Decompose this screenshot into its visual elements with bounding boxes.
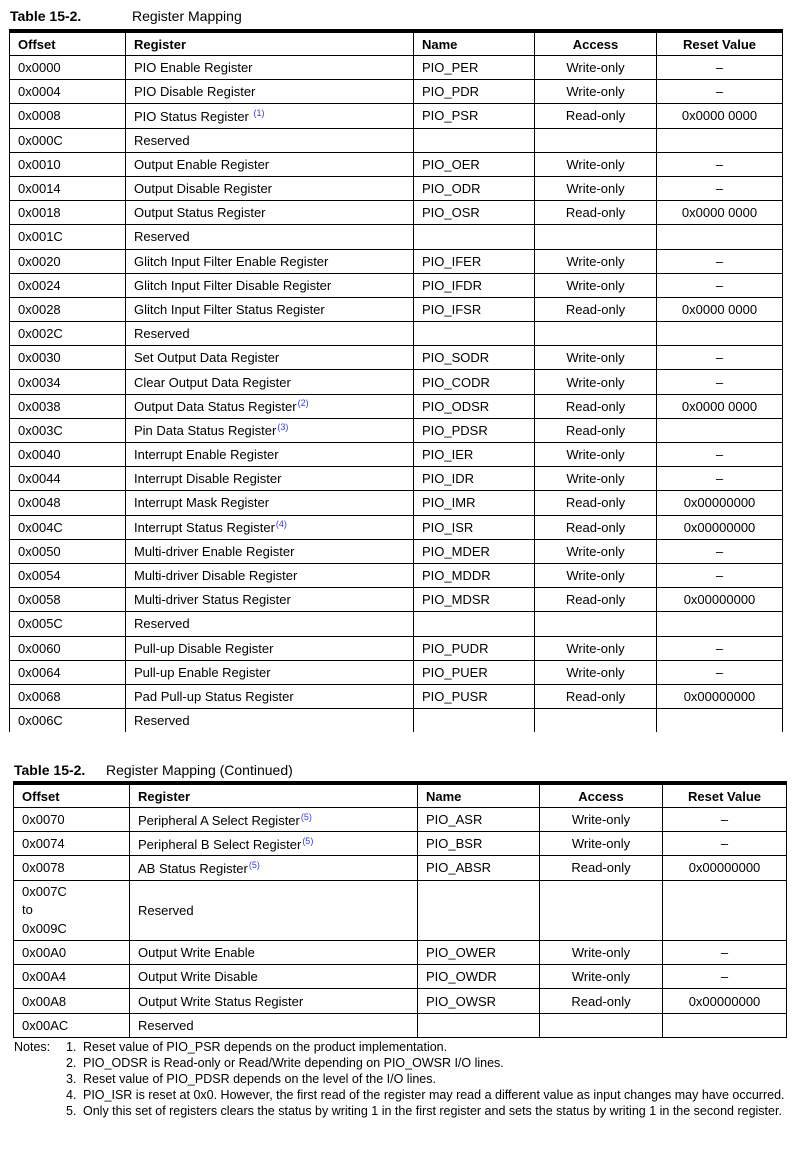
reset-value-cell: –: [657, 370, 783, 394]
reset-value-cell: 0x00000000: [657, 588, 783, 612]
access-cell: Write-only: [535, 56, 657, 80]
register-cell: [126, 128, 414, 152]
table1-caption-title: Register Mapping: [132, 8, 242, 24]
reset-value-cell: –: [657, 176, 783, 200]
register-label: Output Status Register: [134, 205, 266, 221]
table-row: [14, 832, 787, 856]
register-cell: [126, 249, 414, 273]
register-cell: [126, 370, 414, 394]
note-item: [55, 1071, 794, 1087]
note-text: PIO_ODSR is Read-only or Read/Write depending on PIO_OWSR I/O lines.: [83, 1056, 504, 1070]
register-label: Reserved: [134, 616, 190, 632]
reset-value-cell: [657, 709, 783, 733]
note-text: Only this set of registers clears the status by writing 1 in the first register and sets the status by writing 1 in the second register.: [83, 1104, 782, 1118]
access-cell: Read-only: [535, 491, 657, 515]
offset-cell: 0x005C: [10, 612, 126, 636]
register-cell: [126, 225, 414, 249]
access-cell: [540, 880, 663, 941]
header-offset: Offset: [10, 31, 126, 56]
name-cell: PIO_ODSR: [414, 394, 535, 418]
offset-cell: 0x000C: [10, 128, 126, 152]
register-label: Reserved: [134, 229, 190, 245]
offset-cell: 0x001C: [10, 225, 126, 249]
table1-caption-number: Table 15-2.: [10, 8, 82, 24]
table-row: [10, 128, 783, 152]
reset-value-cell: –: [657, 249, 783, 273]
register-label: Glitch Input Filter Status Register: [134, 301, 325, 317]
offset-cell: 0x0078: [14, 856, 130, 880]
table-row: [10, 201, 783, 225]
table-row: [10, 249, 783, 273]
footnote-reference[interactable]: (3): [277, 422, 289, 433]
table-header-row: [14, 783, 787, 808]
register-label: Output Enable Register: [134, 156, 270, 172]
name-cell: PIO_PSR: [414, 104, 535, 128]
name-cell: PIO_MDER: [414, 539, 535, 563]
register-cell: [130, 965, 418, 989]
table-row: [10, 612, 783, 636]
register-cell: [130, 808, 418, 832]
name-cell: PIO_OER: [414, 152, 535, 176]
name-cell: PIO_CODR: [414, 370, 535, 394]
access-cell: Read-only: [535, 104, 657, 128]
register-label: Reserved: [134, 132, 190, 148]
access-cell: Write-only: [540, 832, 663, 856]
register-label: Reserved: [138, 1017, 194, 1033]
register-cell: [130, 1013, 418, 1037]
name-cell: PIO_OSR: [414, 201, 535, 225]
register-label: Output Disable Register: [134, 181, 273, 197]
access-cell: Write-only: [535, 249, 657, 273]
register-cell: [126, 563, 414, 587]
register-cell: [126, 515, 414, 539]
table2-caption-number: Table 15-2.: [14, 762, 86, 778]
access-cell: Write-only: [535, 539, 657, 563]
access-cell: Write-only: [540, 965, 663, 989]
register-cell: [130, 856, 418, 880]
table-row: [10, 515, 783, 539]
register-label: Output Write Enable: [138, 945, 255, 961]
name-cell: [414, 225, 535, 249]
register-cell: [126, 539, 414, 563]
reset-value-cell: 0x00000000: [657, 515, 783, 539]
register-cell: [126, 394, 414, 418]
reset-value-cell: –: [663, 832, 787, 856]
footnote-reference[interactable]: (4): [275, 519, 287, 530]
reset-value-cell: [657, 418, 783, 442]
name-cell: PIO_PUDR: [414, 636, 535, 660]
table-row: [14, 1013, 787, 1037]
register-label: Output Data Status Register: [134, 399, 297, 415]
table-row: [14, 856, 787, 880]
reset-value-cell: –: [663, 941, 787, 965]
table-row: [10, 443, 783, 467]
register-label: Pin Data Status Register: [134, 423, 277, 439]
reset-value-cell: [657, 322, 783, 346]
register-cell: [126, 297, 414, 321]
table-row: [10, 152, 783, 176]
reset-value-cell: [657, 225, 783, 249]
offset-cell: 0x0018: [10, 201, 126, 225]
access-cell: Write-only: [535, 80, 657, 104]
register-cell: [130, 832, 418, 856]
reset-value-cell: 0x00000000: [663, 856, 787, 880]
name-cell: [414, 709, 535, 733]
name-cell: PIO_ABSR: [418, 856, 540, 880]
name-cell: PIO_OWSR: [418, 989, 540, 1013]
register-label: Glitch Input Filter Disable Register: [134, 277, 332, 293]
register-label: PIO Enable Register: [134, 60, 253, 76]
reset-value-cell: [663, 880, 787, 941]
header-register: Register: [126, 31, 414, 56]
footnote-reference[interactable]: (5): [302, 835, 314, 846]
register-mapping-continued-table: [13, 781, 787, 1038]
offset-cell: 0x0044: [10, 467, 126, 491]
name-cell: PIO_OWER: [418, 941, 540, 965]
register-cell: [126, 273, 414, 297]
access-cell: Write-only: [535, 636, 657, 660]
name-cell: [418, 1013, 540, 1037]
table-row: [10, 346, 783, 370]
reset-value-cell: –: [657, 636, 783, 660]
name-cell: PIO_MDSR: [414, 588, 535, 612]
register-label: Pull-up Enable Register: [134, 664, 271, 680]
access-cell: Write-only: [535, 152, 657, 176]
offset-cell: 0x003C: [10, 418, 126, 442]
offset-cell: 0x0014: [10, 176, 126, 200]
register-label: Pad Pull-up Status Register: [134, 688, 294, 704]
table-row: [10, 176, 783, 200]
reset-value-cell: [657, 612, 783, 636]
reset-value-cell: 0x0000 0000: [657, 394, 783, 418]
reset-value-cell: –: [657, 467, 783, 491]
register-label: Set Output Data Register: [134, 350, 280, 366]
name-cell: PIO_IFSR: [414, 297, 535, 321]
offset-cell: 0x0054: [10, 563, 126, 587]
name-cell: [414, 612, 535, 636]
offset-cell: 0x0074: [14, 832, 130, 856]
offset-cell: 0x0034: [10, 370, 126, 394]
name-cell: PIO_IER: [414, 443, 535, 467]
name-cell: PIO_ASR: [418, 808, 540, 832]
name-cell: PIO_IFER: [414, 249, 535, 273]
name-cell: PIO_BSR: [418, 832, 540, 856]
reset-value-cell: –: [657, 563, 783, 587]
register-cell: [126, 491, 414, 515]
register-label: Glitch Input Filter Enable Register: [134, 253, 329, 269]
offset-cell: 0x0024: [10, 273, 126, 297]
access-cell: [535, 612, 657, 636]
table-row: [10, 273, 783, 297]
offset-cell: 0x0008: [10, 104, 126, 128]
register-label: Interrupt Enable Register: [134, 447, 279, 463]
reset-value-cell: 0x00000000: [657, 684, 783, 708]
reset-value-cell: 0x00000000: [657, 491, 783, 515]
access-cell: Write-only: [535, 346, 657, 370]
header-name: Name: [418, 783, 540, 808]
offset-cell: 0x004C: [10, 515, 126, 539]
table-row: [10, 80, 783, 104]
register-cell: [126, 443, 414, 467]
table-row: [10, 563, 783, 587]
note-item: [55, 1103, 794, 1119]
name-cell: PIO_SODR: [414, 346, 535, 370]
reset-value-cell: [663, 1013, 787, 1037]
reset-value-cell: –: [663, 965, 787, 989]
footnote-reference[interactable]: (5): [300, 811, 312, 822]
reset-value-cell: –: [657, 539, 783, 563]
name-cell: PIO_PUSR: [414, 684, 535, 708]
offset-cell: 0x0030: [10, 346, 126, 370]
register-cell: [130, 880, 418, 941]
reset-value-cell: 0x00000000: [663, 989, 787, 1013]
table-row: [10, 709, 783, 733]
footnote-reference[interactable]: (2): [297, 398, 309, 409]
name-cell: PIO_PDSR: [414, 418, 535, 442]
table-row: [14, 965, 787, 989]
register-label: Interrupt Status Register: [134, 520, 275, 536]
name-cell: PIO_ISR: [414, 515, 535, 539]
reset-value-cell: 0x0000 0000: [657, 201, 783, 225]
access-cell: Write-only: [535, 176, 657, 200]
table-row: [10, 225, 783, 249]
reset-value-cell: –: [657, 152, 783, 176]
register-label: Peripheral A Select Register: [138, 812, 300, 828]
register-label: Pull-up Disable Register: [134, 640, 274, 656]
name-cell: PIO_PDR: [414, 80, 535, 104]
name-cell: PIO_IFDR: [414, 273, 535, 297]
footnote-reference[interactable]: (1): [253, 107, 265, 118]
access-cell: Read-only: [540, 856, 663, 880]
offset-cell: 0x006C: [10, 709, 126, 733]
access-cell: Read-only: [540, 989, 663, 1013]
note-item: [55, 1039, 794, 1055]
access-cell: Read-only: [535, 684, 657, 708]
name-cell: PIO_IMR: [414, 491, 535, 515]
offset-cell: 0x002C: [10, 322, 126, 346]
access-cell: [535, 225, 657, 249]
access-cell: [535, 322, 657, 346]
offset-cell: 0x0020: [10, 249, 126, 273]
access-cell: [535, 128, 657, 152]
offset-cell: 0x00A0: [14, 941, 130, 965]
access-cell: [540, 1013, 663, 1037]
register-label: Reserved: [134, 713, 190, 729]
access-cell: Write-only: [535, 273, 657, 297]
note-item: [55, 1087, 794, 1103]
header-register: Register: [130, 783, 418, 808]
register-cell: [126, 152, 414, 176]
reset-value-cell: [657, 128, 783, 152]
header-reset-value: Reset Value: [663, 783, 787, 808]
register-cell: [126, 467, 414, 491]
reset-value-cell: 0x0000 0000: [657, 297, 783, 321]
offset-cell: 0x0058: [10, 588, 126, 612]
table-row: [10, 370, 783, 394]
table1-caption: [10, 8, 242, 24]
register-label: Multi-driver Disable Register: [134, 568, 298, 584]
register-label: Multi-driver Status Register: [134, 592, 291, 608]
access-cell: Write-only: [535, 370, 657, 394]
register-cell: [126, 346, 414, 370]
table-row: [10, 588, 783, 612]
name-cell: PIO_OWDR: [418, 965, 540, 989]
register-label: PIO Disable Register: [134, 84, 256, 100]
table-row: [10, 104, 783, 128]
reset-value-cell: –: [657, 56, 783, 80]
offset-cell: 0x00A4: [14, 965, 130, 989]
register-label: PIO Status Register: [134, 108, 253, 124]
name-cell: [414, 128, 535, 152]
register-cell: [126, 418, 414, 442]
offset-cell: 0x0038: [10, 394, 126, 418]
table-row: [14, 989, 787, 1013]
note-number: 4.: [66, 1088, 77, 1102]
access-cell: Read-only: [535, 515, 657, 539]
header-offset: Offset: [14, 783, 130, 808]
table-row: [10, 660, 783, 684]
register-label: Clear Output Data Register: [134, 374, 291, 390]
register-cell: [126, 612, 414, 636]
name-cell: [414, 322, 535, 346]
register-mapping-table: [9, 29, 783, 732]
register-cell: [126, 660, 414, 684]
note-number: 2.: [66, 1056, 77, 1070]
offset-cell: 0x00A8: [14, 989, 130, 1013]
register-cell: [126, 80, 414, 104]
register-cell: [126, 56, 414, 80]
reset-value-cell: –: [657, 346, 783, 370]
register-cell: [126, 684, 414, 708]
access-cell: Write-only: [535, 467, 657, 491]
table-row: [10, 297, 783, 321]
table2-caption-title: Register Mapping (Continued): [106, 762, 293, 778]
register-label: Interrupt Mask Register: [134, 495, 270, 511]
register-cell: [126, 588, 414, 612]
table-row: [10, 684, 783, 708]
table-row: [10, 636, 783, 660]
offset-cell: 0x0000: [10, 56, 126, 80]
name-cell: [418, 880, 540, 941]
offset-cell: 0x0070: [14, 808, 130, 832]
offset-cell: 0x0068: [10, 684, 126, 708]
header-reset-value: Reset Value: [657, 31, 783, 56]
access-cell: Write-only: [535, 443, 657, 467]
register-label: Reserved: [138, 902, 194, 918]
note-number: 1.: [66, 1040, 77, 1054]
table-row: [10, 491, 783, 515]
access-cell: [535, 709, 657, 733]
register-cell: [126, 104, 414, 128]
table-row: [14, 880, 787, 941]
reset-value-cell: –: [657, 80, 783, 104]
note-text: Reset value of PIO_PDSR depends on the level of the I/O lines.: [83, 1072, 436, 1086]
offset-cell: 0x007C to 0x009C: [14, 880, 130, 941]
name-cell: PIO_MDDR: [414, 563, 535, 587]
notes-label: Notes:: [14, 1040, 51, 1054]
table-row: [10, 418, 783, 442]
offset-cell: 0x0028: [10, 297, 126, 321]
register-label: AB Status Register: [138, 860, 248, 876]
register-label: Reserved: [134, 326, 190, 342]
offset-cell: 0x0004: [10, 80, 126, 104]
access-cell: Read-only: [535, 297, 657, 321]
access-cell: Write-only: [540, 941, 663, 965]
access-cell: Write-only: [535, 563, 657, 587]
offset-cell: 0x0064: [10, 660, 126, 684]
register-label: Peripheral B Select Register: [138, 836, 302, 852]
reset-value-cell: –: [657, 443, 783, 467]
offset-cell: 0x00AC: [14, 1013, 130, 1037]
table-row: [14, 941, 787, 965]
register-cell: [126, 201, 414, 225]
access-cell: Read-only: [535, 418, 657, 442]
table-row: [10, 56, 783, 80]
reset-value-cell: –: [657, 273, 783, 297]
register-label: Multi-driver Enable Register: [134, 543, 295, 559]
reset-value-cell: 0x0000 0000: [657, 104, 783, 128]
table2-caption: [14, 762, 293, 778]
access-cell: Read-only: [535, 588, 657, 612]
notes-list: [14, 1039, 794, 1119]
access-cell: Write-only: [540, 808, 663, 832]
register-cell: [130, 941, 418, 965]
register-cell: [126, 322, 414, 346]
header-access: Access: [535, 31, 657, 56]
register-label: Interrupt Disable Register: [134, 471, 282, 487]
register-cell: [126, 709, 414, 733]
note-text: Reset value of PIO_PSR depends on the product implementation.: [83, 1040, 448, 1054]
register-label: Output Write Disable: [138, 969, 258, 985]
note-number: 3.: [66, 1072, 77, 1086]
offset-cell: 0x0048: [10, 491, 126, 515]
table-row: [10, 394, 783, 418]
table-header-row: [10, 31, 783, 56]
reset-value-cell: –: [657, 660, 783, 684]
header-name: Name: [414, 31, 535, 56]
notes-section: [14, 1039, 794, 1119]
offset-cell: 0x0060: [10, 636, 126, 660]
register-cell: [130, 989, 418, 1013]
table-row: [14, 808, 787, 832]
name-cell: PIO_ODR: [414, 176, 535, 200]
reset-value-cell: –: [663, 808, 787, 832]
footnote-reference[interactable]: (5): [248, 859, 260, 870]
offset-cell: 0x0040: [10, 443, 126, 467]
register-cell: [126, 636, 414, 660]
offset-cell: 0x0050: [10, 539, 126, 563]
register-cell: [126, 176, 414, 200]
table-row: [10, 539, 783, 563]
access-cell: Read-only: [535, 201, 657, 225]
note-number: 5.: [66, 1104, 77, 1118]
table-row: [10, 467, 783, 491]
name-cell: PIO_PUER: [414, 660, 535, 684]
name-cell: PIO_PER: [414, 56, 535, 80]
note-item: [55, 1055, 794, 1071]
access-cell: Write-only: [535, 660, 657, 684]
register-label: Output Write Status Register: [138, 993, 304, 1009]
table-row: [10, 322, 783, 346]
offset-cell: 0x0010: [10, 152, 126, 176]
access-cell: Read-only: [535, 394, 657, 418]
header-access: Access: [540, 783, 663, 808]
note-text: PIO_ISR is reset at 0x0. However, the first read of the register may read a different value as input changes may have occurred.: [83, 1088, 785, 1102]
name-cell: PIO_IDR: [414, 467, 535, 491]
